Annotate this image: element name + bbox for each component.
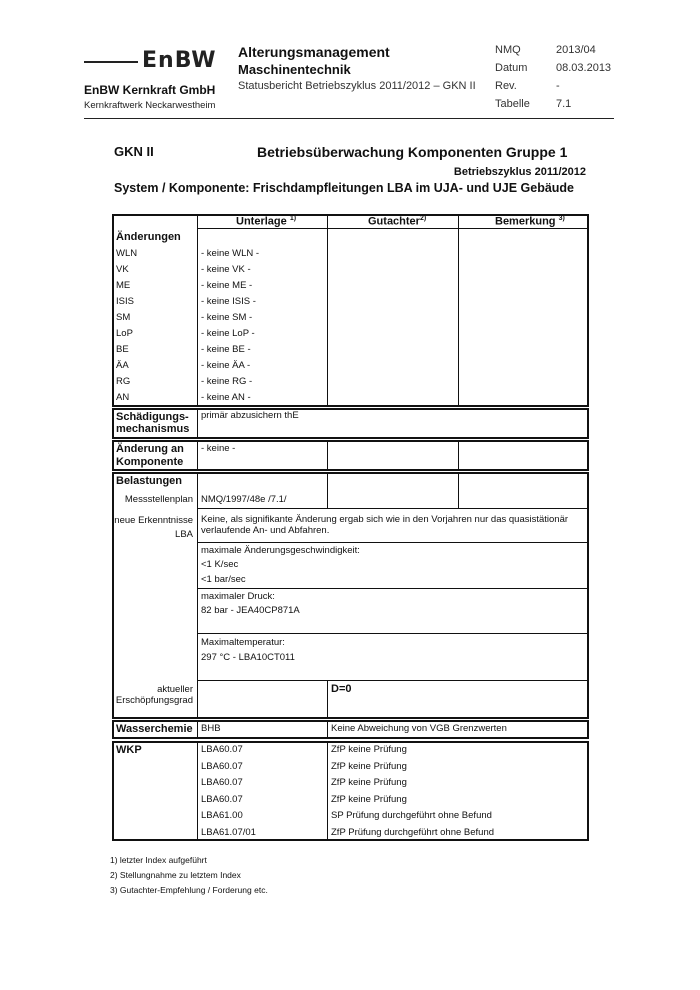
- messstellenplan-value: NMQ/1997/48e /7.1/: [201, 494, 287, 505]
- col-divider: [458, 473, 459, 509]
- row-divider: [197, 508, 588, 509]
- enbw-logo: EnBW: [142, 48, 217, 73]
- aenderung-code: SM: [116, 312, 131, 323]
- header-title-1: Alterungsmanagement: [238, 44, 390, 60]
- druck-title: maximaler Druck:: [201, 591, 275, 602]
- wkp-unterlage: LBA60.07: [201, 793, 243, 805]
- schaedigung-label-2: mechanismus: [116, 423, 190, 435]
- col-header-bemerkung: Bemerkung $^{3)}$: [495, 215, 565, 228]
- aenderung-value: - keine VK -: [201, 264, 251, 275]
- col-divider: [197, 441, 198, 470]
- aenderung-code: RG: [116, 376, 131, 387]
- neue-erkenntnisse-label-2: LBA: [175, 529, 193, 540]
- schaedigung-label-1: Schädigungs-: [116, 411, 189, 423]
- wkp-unterlage: LBA61.00: [201, 810, 243, 821]
- aenderung-code: ME: [116, 280, 131, 291]
- aenderung-komp-label-1: Änderung an: [116, 443, 184, 455]
- aenderung-value: - keine ISIS -: [201, 296, 256, 307]
- aenderung-code: ÄA: [116, 360, 129, 371]
- temperatur-value: 297 °C - LBA10CT011: [201, 652, 295, 663]
- meta-label: Tabelle: [495, 98, 530, 110]
- temperatur-title: Maximaltemperatur:: [201, 637, 285, 648]
- aenderungsgeschwindigkeit-value-2: <1 bar/sec: [201, 574, 246, 585]
- meta-value: 08.03.2013: [556, 62, 612, 74]
- wkp-text: ZfP keine Prüfung: [331, 793, 407, 805]
- schaedigung-value: primär abzusichern thE: [201, 410, 299, 421]
- neue-erkenntnisse-label: neue Erkenntnisse: [114, 515, 193, 526]
- belastungen-section: [112, 472, 589, 719]
- aenderungen-section: [112, 214, 589, 407]
- meta-label: Datum: [495, 62, 528, 74]
- aenderung-code: VK: [116, 264, 129, 275]
- wkp-unterlage: LBA60.07: [201, 744, 243, 755]
- unit-title: GKN II: [114, 144, 154, 159]
- header-rule: [84, 118, 614, 119]
- footnote: 2) Stellungnahme zu letztem Index: [110, 870, 241, 880]
- aenderungsgeschwindigkeit-value-1: <1 K/sec: [201, 559, 239, 570]
- header-title-2: Maschinentechnik: [238, 62, 351, 77]
- wkp-text: ZfP keine Prüfung: [331, 760, 407, 772]
- aenderung-value: - keine AN -: [201, 392, 251, 403]
- col-divider: [197, 409, 198, 438]
- logo-line: [84, 61, 138, 63]
- col-divider: [458, 441, 459, 470]
- wkp-text: ZfP Prüfung durchgeführt ohne Befund: [331, 826, 495, 838]
- col-divider: [327, 680, 328, 718]
- row-divider: [197, 633, 588, 634]
- col-divider: [197, 473, 198, 718]
- system-title: System / Komponente: Frischdampfleitungen LBA im UJA- und UJE Gebäude: [114, 181, 575, 195]
- aenderung-value: - keine LoP -: [201, 328, 255, 339]
- meta-label: NMQ: [495, 44, 521, 56]
- aenderung-code: WLN: [116, 248, 138, 259]
- druck-value: 82 bar - JEA40CP871A: [201, 605, 300, 616]
- company-name: EnBW Kernkraft GmbH: [84, 83, 216, 97]
- wkp-unterlage: LBA61.07/01: [201, 826, 256, 838]
- meta-value: 2013/04: [556, 44, 596, 56]
- footnote: 1) letzter Index aufgeführt: [110, 855, 207, 865]
- row-divider: [197, 680, 588, 681]
- erschoepfungsgrad-label-2: Erschöpfungsgrad: [115, 695, 193, 706]
- plant-name: Kernkraftwerk Neckarwestheim: [84, 100, 216, 111]
- aenderungen-title: Änderungen: [116, 231, 181, 243]
- aenderung-value: - keine ME -: [201, 280, 253, 291]
- wkp-unterlage: LBA60.07: [201, 777, 243, 788]
- wasserchemie-label: Wasserchemie: [116, 723, 193, 735]
- col-divider: [327, 721, 328, 738]
- meta-label: Rev.: [495, 80, 517, 92]
- col-divider: [327, 742, 328, 840]
- wasserchemie-bemerkung: Keine Abweichung von VGB Grenzwerten: [331, 723, 507, 734]
- meta-value: -: [556, 80, 560, 92]
- meta-value: 7.1: [556, 98, 572, 110]
- col-divider: [197, 721, 198, 738]
- header-subtitle: Statusbericht Betriebszyklus 2011/2012 – GKN II: [238, 80, 476, 92]
- main-title: Betriebsüberwachung Komponenten Gruppe 1: [257, 144, 568, 160]
- col-divider: [327, 473, 328, 509]
- wkp-text: SP Prüfung durchgeführt ohne Befund: [331, 810, 492, 821]
- neue-erkenntnisse-text-1: Keine, als signifikante Änderung ergab sich wie in den Vorjahren nur das quasistätionär: [201, 514, 569, 525]
- cycle-title: Betriebszyklus 2011/2012: [453, 166, 586, 178]
- erschoepfungsgrad-value: D=0: [331, 683, 352, 695]
- aenderungsgeschwindigkeit-title: maximale Änderungsgeschwindigkeit:: [201, 545, 360, 556]
- aenderung-code: ISIS: [116, 296, 134, 307]
- aenderung-value: - keine WLN -: [201, 248, 260, 259]
- aenderung-code: BE: [116, 344, 129, 355]
- col-divider: [197, 742, 198, 840]
- header-divider: [197, 228, 588, 229]
- messstellenplan-label: Messstellenplan: [124, 494, 193, 505]
- belastungen-title: Belastungen: [116, 475, 183, 487]
- erschoepfungsgrad-label: aktueller: [157, 684, 193, 695]
- aenderung-code: AN: [116, 392, 130, 403]
- aenderung-code: LoP: [116, 328, 133, 339]
- aenderung-value: - keine SM -: [201, 312, 253, 323]
- col-header-gutachter: Gutachter$^{2)}$: [368, 215, 427, 228]
- row-divider: [197, 588, 588, 589]
- aenderung-value: - keine BE -: [201, 344, 251, 355]
- aenderung-value: - keine RG -: [201, 376, 253, 387]
- row-divider: [197, 542, 588, 543]
- aenderung-komp-label-2: Komponente: [116, 456, 184, 468]
- col-divider: [327, 441, 328, 470]
- wkp-unterlage: LBA60.07: [201, 760, 243, 772]
- wkp-text: ZfP keine Prüfung: [331, 777, 407, 788]
- aenderung-value: - keine ÄA -: [201, 360, 251, 371]
- wasserchemie-unterlage: BHB: [201, 723, 221, 734]
- wkp-text: ZfP keine Prüfung: [331, 744, 407, 755]
- wkp-label: WKP: [116, 744, 142, 756]
- col-divider: [458, 215, 459, 406]
- aenderung-komp-value: - keine -: [201, 443, 236, 454]
- neue-erkenntnisse-text-2: verlaufende An- und Abfahren.: [201, 525, 330, 536]
- col-divider: [327, 215, 328, 406]
- col-header-unterlage: Unterlage $^{1)}$: [236, 215, 297, 228]
- col-divider: [197, 215, 198, 406]
- footnote: 3) Gutachter-Empfehlung / Forderung etc.: [110, 885, 268, 895]
